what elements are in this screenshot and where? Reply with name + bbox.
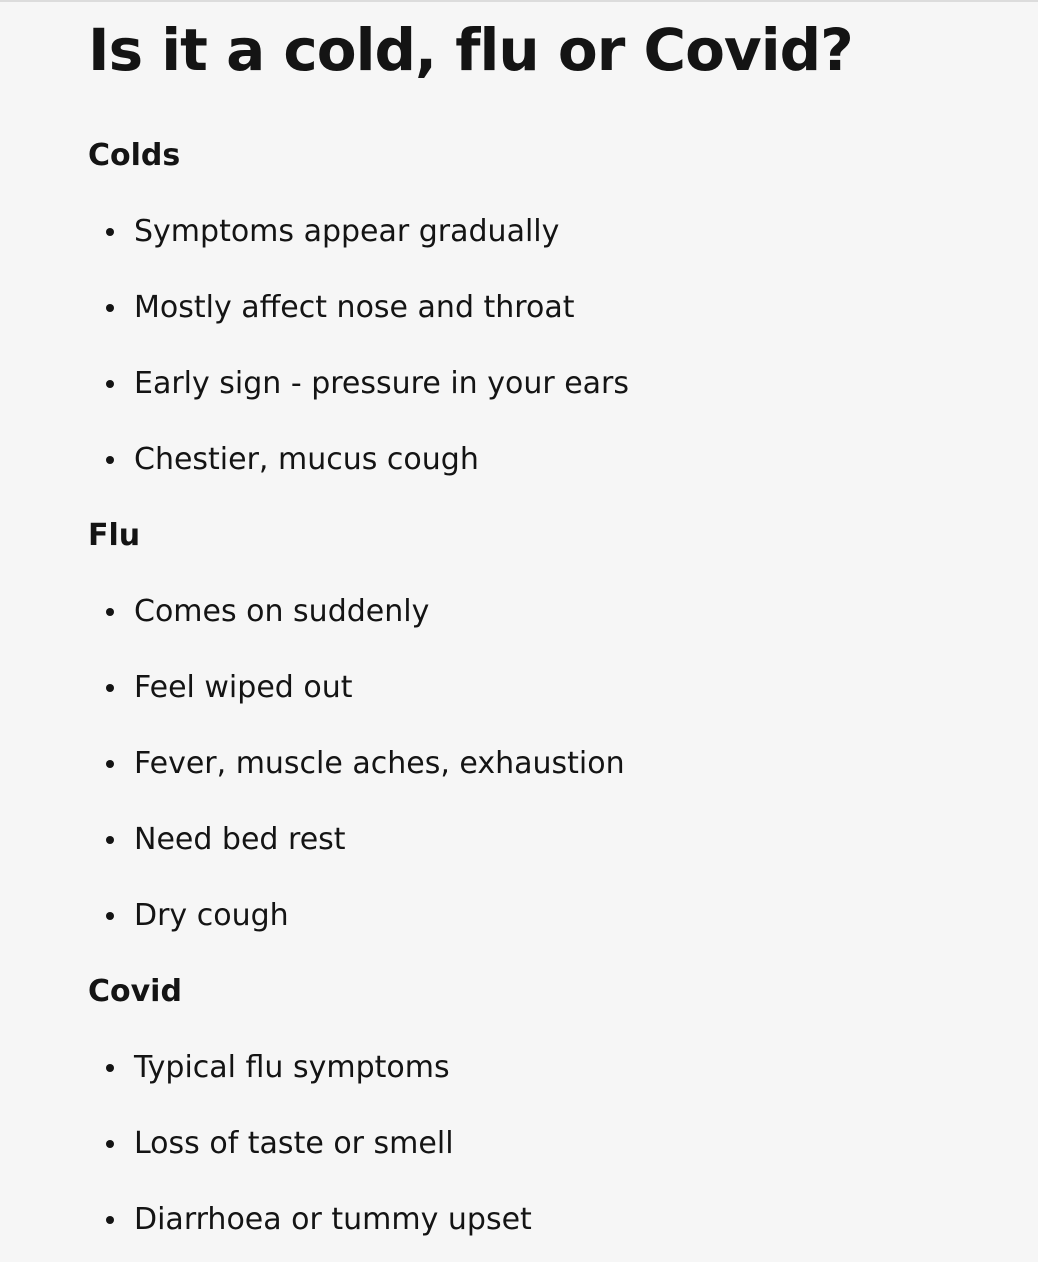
list-item: [106, 668, 352, 708]
list-item: [106, 288, 574, 328]
bullet-icon: [106, 912, 114, 920]
list-item-text: Typical flu symptoms: [134, 1050, 450, 1085]
bullet-icon: [106, 1064, 114, 1072]
section-heading-colds: Colds: [88, 138, 181, 173]
bullet-icon: [106, 1140, 114, 1148]
bullet-icon: [106, 1216, 114, 1224]
bullet-icon: [106, 456, 114, 464]
list-item-text: Fever, muscle aches, exhaustion: [134, 746, 625, 781]
list-item-text: Diarrhoea or tummy upset: [134, 1202, 532, 1237]
section-heading-flu: Flu: [88, 518, 141, 553]
list-item: [106, 440, 479, 480]
list-item-text: Early sign - pressure in your ears: [134, 366, 630, 401]
list-item: [106, 1048, 450, 1088]
bullet-icon: [106, 684, 114, 692]
bullet-icon: [106, 608, 114, 616]
list-item-text: Need bed rest: [134, 822, 346, 857]
list-item: [106, 744, 625, 784]
list-item: [106, 1200, 532, 1240]
list-item: [106, 592, 429, 632]
page-title: Is it a cold, flu or Covid?: [88, 16, 853, 84]
list-item-text: Mostly affect nose and throat: [134, 290, 575, 325]
list-item: [106, 364, 629, 404]
bullet-icon: [106, 304, 114, 312]
list-item-text: Loss of taste or smell: [134, 1126, 454, 1161]
list-item-text: Comes on suddenly: [134, 594, 430, 629]
list-item: [106, 1124, 454, 1164]
list-item-text: Symptoms appear gradually: [134, 214, 560, 249]
list-item-text: Chestier, mucus cough: [134, 442, 479, 477]
list-item: [106, 820, 346, 860]
list-item: [106, 212, 559, 252]
list-item: [106, 896, 289, 936]
list-item-text: Dry cough: [134, 898, 289, 933]
bullet-icon: [106, 380, 114, 388]
list-item-text: Feel wiped out: [134, 670, 353, 705]
bullet-icon: [106, 836, 114, 844]
bullet-icon: [106, 760, 114, 768]
bullet-icon: [106, 228, 114, 236]
section-heading-covid: Covid: [88, 974, 182, 1009]
